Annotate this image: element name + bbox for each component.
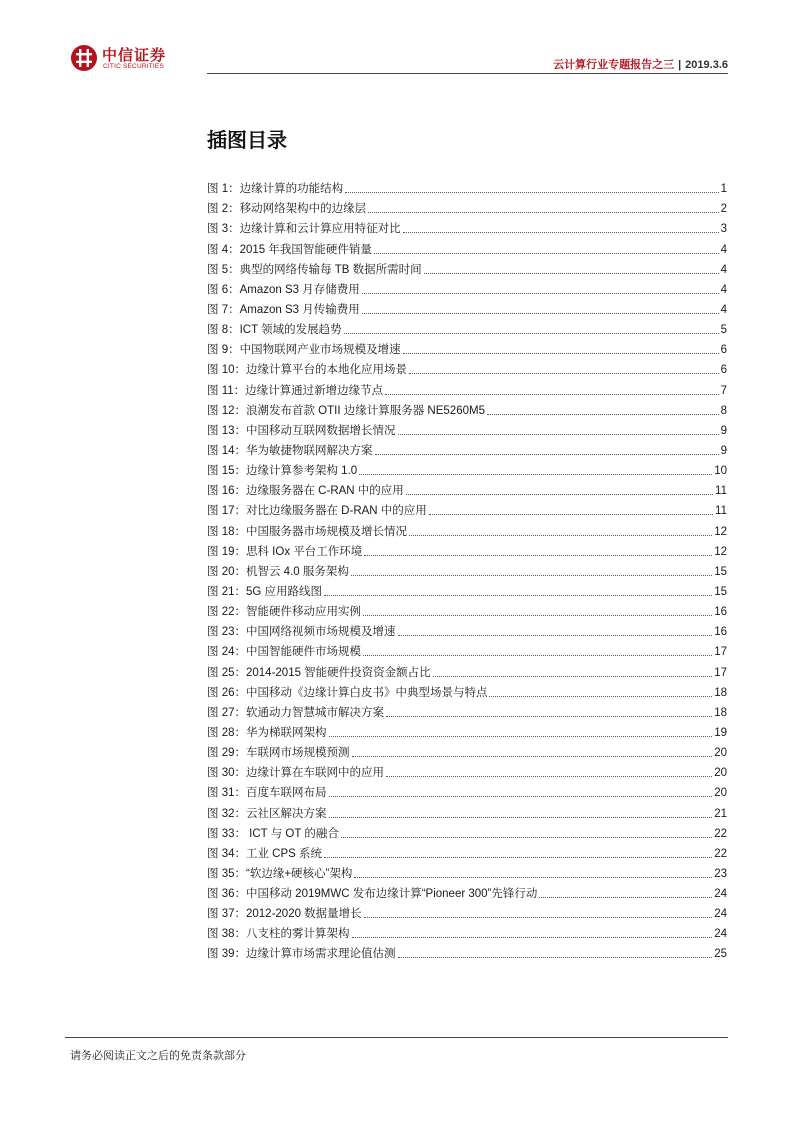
toc-dot-leader [433, 676, 713, 677]
toc-page-number: 21 [714, 807, 727, 820]
toc-entry[interactable] [207, 780, 727, 800]
toc-entry[interactable] [207, 599, 727, 619]
toc-entry[interactable] [207, 377, 727, 397]
toc-entry-label: 图 3：边缘计算和云计算应用特征对比 [207, 223, 401, 236]
toc-entry-label: 图 18：中国服务器市场规模及增长情况 [207, 525, 407, 538]
toc-page-number: 4 [720, 283, 727, 296]
page-title: 插图目录 [207, 130, 287, 152]
toc-entry-label: 图 29：车联网市场规模预测 [207, 747, 350, 760]
toc-page-number: 15 [714, 565, 727, 578]
toc-page-number: 4 [720, 243, 727, 256]
toc-entry-label: 图 33： ICT 与 OT 的融合 [207, 827, 339, 840]
toc-page-number: 17 [714, 666, 727, 679]
toc-page-number: 12 [714, 545, 727, 558]
header-divider [207, 73, 728, 74]
toc-dot-leader [344, 333, 719, 334]
toc-entry-label: 图 12：浪潮发布首款 OTII 边缘计算服务器 NE5260M5 [207, 404, 485, 417]
toc-entry-label: 图 24：中国智能硬件市场规模 [207, 646, 361, 659]
toc-dot-leader [406, 494, 713, 495]
toc-entry-label: 图 39：边缘计算市场需求理论值估测 [207, 948, 396, 961]
logo-chinese-text: 中信证券 [102, 47, 167, 64]
toc-entry[interactable] [207, 740, 727, 760]
toc-dot-leader [362, 293, 719, 294]
toc-entry-label: 图 7：Amazon S3 月传输费用 [207, 303, 360, 316]
toc-page-number: 8 [720, 404, 727, 417]
toc-dot-leader [324, 857, 712, 858]
toc-page-number: 4 [720, 303, 727, 316]
header-separator: | [678, 59, 682, 71]
toc-dot-leader [386, 776, 712, 777]
toc-entry-label: 图 27：软通动力智慧城市解决方案 [207, 706, 384, 719]
toc-entry[interactable] [207, 458, 727, 478]
toc-page-number: 16 [714, 626, 727, 639]
toc-dot-leader [329, 736, 713, 737]
toc-page-number: 12 [714, 525, 727, 538]
toc-page-number: 18 [714, 706, 727, 719]
toc-page-number: 6 [720, 364, 727, 377]
toc-entry-label: 图 16：边缘服务器在 C-RAN 中的应用 [207, 485, 404, 498]
toc-page-number: 18 [714, 686, 727, 699]
toc-dot-leader [345, 192, 719, 193]
toc-entry-label: 图 6：Amazon S3 月存储费用 [207, 283, 360, 296]
toc-page-number: 24 [714, 908, 727, 921]
toc-page-number: 24 [714, 888, 727, 901]
toc-entry-label: 图 28：华为梯联网架构 [207, 726, 327, 739]
toc-entry[interactable] [207, 539, 727, 559]
toc-page-number: 11 [715, 485, 727, 498]
toc-page-number: 9 [720, 424, 727, 437]
toc-page-number: 6 [720, 344, 727, 357]
toc-entry-label: 图 11：边缘计算通过新增边缘节点 [207, 384, 384, 397]
toc-dot-leader [354, 877, 712, 878]
toc-entry[interactable] [207, 720, 727, 740]
toc-dot-leader [487, 414, 719, 415]
footer-divider [65, 1037, 728, 1038]
toc-entry-label: 图 15：边缘计算参考架构 1.0 [207, 465, 358, 478]
toc-entry-label: 图 22：智能硬件移动应用实例 [207, 606, 361, 619]
toc-page-number: 20 [714, 767, 727, 780]
toc-dot-leader [403, 353, 719, 354]
toc-entry[interactable] [207, 277, 727, 297]
toc-entry-label: 图 10：边缘计算平台的本地化应用场景 [207, 364, 407, 377]
toc-entry-label: 图 13：中国移动互联网数据增长情况 [207, 424, 396, 437]
toc-dot-leader [362, 313, 719, 314]
toc-entry-label: 图 5：典型的网络传输每 TB 数据所需时间 [207, 263, 422, 276]
toc-dot-leader [363, 655, 712, 656]
toc-entry-label: 图 1：边缘计算的功能结构 [207, 183, 344, 196]
logo-english-text: CITIC SECURITIES [103, 63, 164, 70]
toc-entry[interactable] [207, 357, 727, 377]
toc-dot-leader [409, 373, 719, 374]
toc-entry-label: 图 21：5G 应用路线图 [207, 585, 323, 598]
toc-entry-label: 图 8：ICT 领域的发展趋势 [207, 324, 342, 337]
toc-page-number: 10 [714, 465, 727, 478]
toc-entry[interactable] [207, 941, 727, 961]
toc-page-number: 15 [714, 585, 727, 598]
toc-entry[interactable] [207, 498, 727, 518]
toc-page-number: 9 [720, 444, 727, 457]
toc-dot-leader [364, 917, 713, 918]
toc-dot-leader [351, 575, 712, 576]
toc-dot-leader [424, 273, 719, 274]
toc-entry[interactable] [207, 297, 727, 317]
toc-page-number: 5 [720, 324, 727, 337]
toc-entry-label: 图 37：2012-2020 数据量增长 [207, 908, 362, 921]
toc-dot-leader [364, 555, 712, 556]
toc-entry-label: 图 17：对比边缘服务器在 D-RAN 中的应用 [207, 505, 427, 518]
toc-entry-label: 图 38：八支柱的雾计算架构 [207, 928, 350, 941]
toc-page-number: 23 [714, 867, 727, 880]
company-logo [70, 42, 190, 76]
toc-entry[interactable] [207, 680, 727, 700]
toc-entry[interactable] [207, 579, 727, 599]
toc-page-number: 20 [714, 747, 727, 760]
toc-entry[interactable] [207, 176, 727, 196]
toc-entry[interactable] [207, 821, 727, 841]
toc-entry[interactable] [207, 639, 727, 659]
toc-entry-label: 图 32：云社区解决方案 [207, 807, 327, 820]
toc-dot-leader [398, 957, 713, 958]
toc-page-number: 2 [720, 203, 727, 216]
toc-dot-leader [386, 716, 712, 717]
toc-page-number: 22 [714, 827, 727, 840]
toc-page-number: 7 [720, 384, 727, 397]
toc-entry[interactable] [207, 236, 727, 256]
toc-dot-leader [385, 394, 718, 395]
toc-entry[interactable] [207, 559, 727, 579]
toc-entry[interactable] [207, 216, 727, 236]
toc-page-number: 3 [720, 223, 727, 236]
toc-dot-leader [352, 756, 713, 757]
toc-dot-leader [539, 897, 712, 898]
toc-entry[interactable] [207, 317, 727, 337]
report-title: 云计算行业专题报告之三 [553, 59, 675, 71]
toc-page-number: 11 [715, 505, 727, 518]
toc-entry[interactable] [207, 619, 727, 639]
toc-dot-leader [324, 595, 712, 596]
toc-entry-label: 图 26：中国移动《边缘计算白皮书》中典型场景与特点 [207, 686, 488, 699]
toc-dot-leader [374, 253, 719, 254]
toc-page-number: 20 [714, 787, 727, 800]
toc-dot-leader [329, 796, 713, 797]
toc-entry[interactable] [207, 337, 727, 357]
toc-dot-leader [429, 514, 713, 515]
toc-entry[interactable] [207, 921, 727, 941]
toc-entry-label: 图 30：边缘计算在车联网中的应用 [207, 767, 384, 780]
toc-entry[interactable] [207, 841, 727, 861]
toc-entry[interactable] [207, 881, 727, 901]
toc-page-number: 19 [714, 726, 727, 739]
toc-dot-leader [398, 434, 719, 435]
toc-dot-leader [363, 615, 712, 616]
toc-dot-leader [403, 232, 719, 233]
toc-dot-leader [398, 635, 713, 636]
toc-dot-leader [341, 837, 712, 838]
toc-entry[interactable] [207, 760, 727, 780]
toc-entry-label: 图 31：百度车联网布局 [207, 787, 327, 800]
toc-entry[interactable] [207, 700, 727, 720]
toc-dot-leader [409, 535, 712, 536]
footer-disclaimer: 请务必阅读正文之后的免责条款部分 [70, 1050, 246, 1062]
toc-entry[interactable] [207, 659, 727, 679]
toc-entry[interactable] [207, 901, 727, 921]
toc-dot-leader [352, 937, 713, 938]
toc-entry-label: 图 35：“软边缘+硬核心”架构 [207, 867, 353, 880]
report-date: 2019.3.6 [685, 59, 728, 71]
toc-entry-label: 图 23：中国网络视频市场规模及增速 [207, 626, 396, 639]
toc-entry-label: 图 9：中国物联网产业市场规模及增速 [207, 344, 401, 357]
toc-entry[interactable] [207, 398, 727, 418]
toc-dot-leader [489, 696, 712, 697]
toc-entry[interactable] [207, 478, 727, 498]
toc-entry-label: 图 25：2014-2015 智能硬件投资资金额占比 [207, 666, 431, 679]
report-header [553, 56, 728, 72]
citic-logo-icon [70, 44, 98, 72]
figure-toc-list [207, 176, 727, 961]
toc-page-number: 24 [714, 928, 727, 941]
toc-entry-label: 图 34：工业 CPS 系统 [207, 847, 323, 860]
toc-dot-leader [375, 454, 719, 455]
toc-dot-leader [359, 474, 712, 475]
toc-page-number: 16 [714, 606, 727, 619]
toc-page-number: 17 [714, 646, 727, 659]
toc-page-number: 22 [714, 847, 727, 860]
toc-entry[interactable] [207, 800, 727, 820]
toc-entry-label: 图 4：2015 年我国智能硬件销量 [207, 243, 372, 256]
toc-entry[interactable] [207, 257, 727, 277]
toc-page-number: 4 [720, 263, 727, 276]
toc-entry-label: 图 2：移动网络架构中的边缘层 [207, 203, 367, 216]
toc-page-number: 25 [714, 948, 727, 961]
toc-entry[interactable] [207, 861, 727, 881]
toc-entry[interactable] [207, 196, 727, 216]
toc-page-number: 1 [720, 183, 727, 196]
toc-dot-leader [368, 212, 719, 213]
toc-dot-leader [329, 817, 713, 818]
toc-entry-label: 图 19：思科 IOx 平台工作环境 [207, 545, 363, 558]
toc-entry-label: 图 20：机智云 4.0 服务架构 [207, 565, 349, 578]
toc-entry[interactable] [207, 418, 727, 438]
toc-entry[interactable] [207, 518, 727, 538]
toc-entry[interactable] [207, 438, 727, 458]
toc-entry-label: 图 36：中国移动 2019MWC 发布边缘计算“Pioneer 300”先锋行动 [207, 888, 538, 901]
toc-entry-label: 图 14：华为敏捷物联网解决方案 [207, 444, 373, 457]
